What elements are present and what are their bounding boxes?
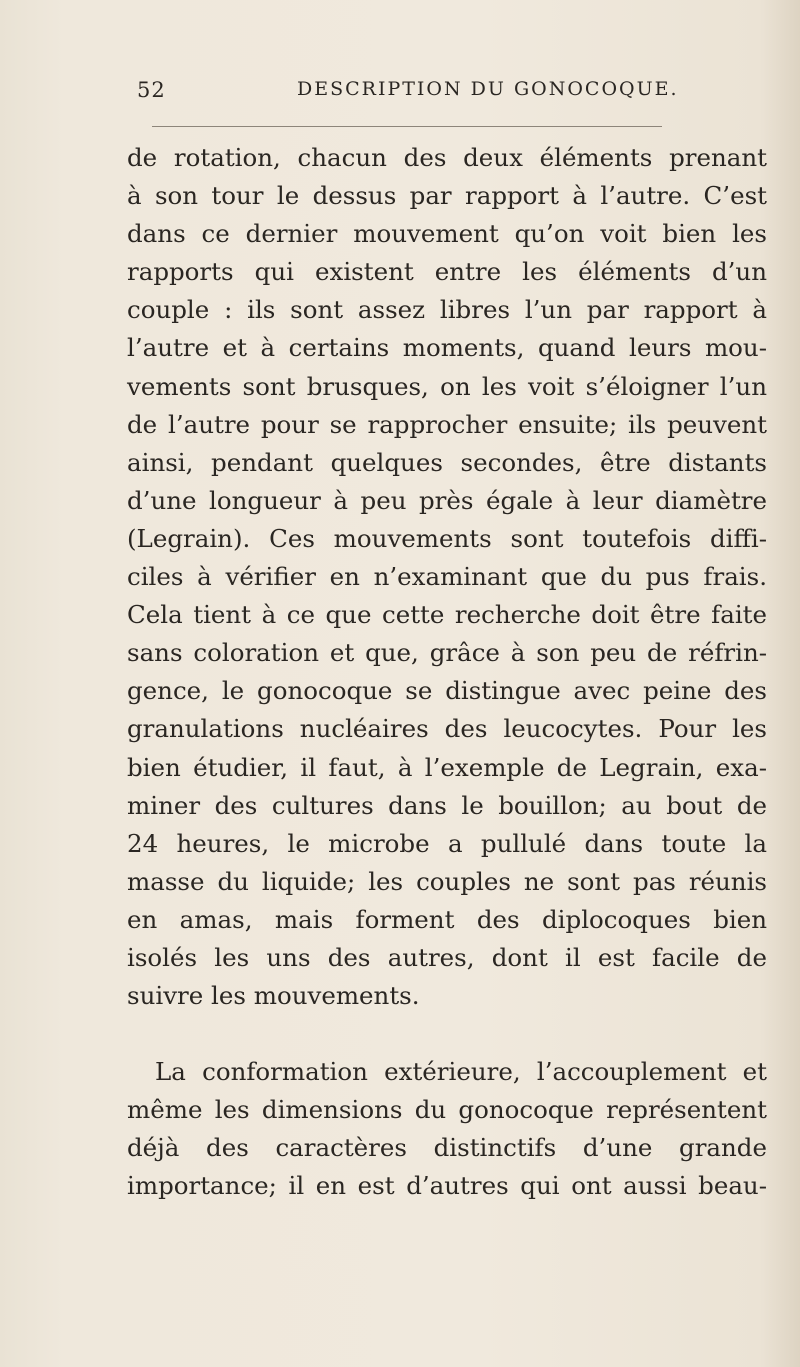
text-line: suivre les mouvements. bbox=[127, 981, 420, 1011]
text-line: gence, le gonocoque se distingue avec peine des bbox=[127, 676, 767, 706]
text-line: l’autre et à certains moments, quand leurs mou- bbox=[127, 333, 767, 363]
text-line: importance; il en est d’autres qui ont aussi beau- bbox=[127, 1171, 767, 1201]
paragraph-gap bbox=[127, 1015, 767, 1053]
text-line: La conformation extérieure, l’accouplement et bbox=[155, 1057, 767, 1087]
text-line: d’une longueur à peu près égale à leur diamètre bbox=[127, 485, 767, 515]
body-text bbox=[127, 139, 767, 1206]
running-title: DESCRIPTION DU GONOCOQUE. bbox=[297, 78, 679, 100]
text-line: (Legrain). Ces mouvements sont toutefois diffi- bbox=[127, 523, 767, 553]
paragraph bbox=[127, 139, 767, 1015]
text-line: miner des cultures dans le bouillon; au bout de bbox=[127, 790, 767, 820]
page-header bbox=[0, 78, 800, 108]
text-line: 24 heures, le microbe a pullulé dans toute la bbox=[127, 828, 767, 858]
text-line: isolés les uns des autres, dont il est facile de bbox=[127, 942, 767, 972]
text-line: sans coloration et que, grâce à son peu de réfrin- bbox=[127, 638, 767, 668]
header-rule bbox=[152, 126, 662, 127]
text-line: même les dimensions du gonocoque représentent bbox=[127, 1095, 767, 1125]
text-line: dans ce dernier mouvement qu’on voit bien les bbox=[127, 219, 767, 249]
text-line: couple : ils sont assez libres l’un par rapport à bbox=[127, 295, 767, 325]
text-line: ciles à vérifier en n’examinant que du pus frais. bbox=[127, 562, 767, 592]
page-number: 52 bbox=[137, 78, 166, 102]
text-line: de l’autre pour se rapprocher ensuite; ils peuvent bbox=[127, 409, 767, 439]
text-line: de rotation, chacun des deux éléments prenant bbox=[127, 143, 767, 172]
text-line: masse du liquide; les couples ne sont pas réunis bbox=[127, 866, 767, 896]
text-line: rapports qui existent entre les éléments d’un bbox=[127, 257, 767, 287]
text-line: bien étudier, il faut, à l’exemple de Legrain, exa- bbox=[127, 752, 767, 782]
text-line: en amas, mais forment des diplocoques bien bbox=[127, 904, 767, 934]
text-line: à son tour le dessus par rapport à l’autre. C’est bbox=[127, 181, 767, 211]
text-line: granulations nucléaires des leucocytes. Pour les bbox=[127, 714, 767, 744]
text-line: ainsi, pendant quelques secondes, être distants bbox=[127, 447, 767, 477]
text-line: vements sont brusques, on les voit s’éloigner l’un bbox=[127, 371, 767, 401]
paragraph bbox=[127, 1053, 767, 1205]
text-line: déjà des caractères distinctifs d’une grande bbox=[127, 1133, 767, 1163]
text-line: Cela tient à ce que cette recherche doit être faite bbox=[127, 600, 767, 630]
